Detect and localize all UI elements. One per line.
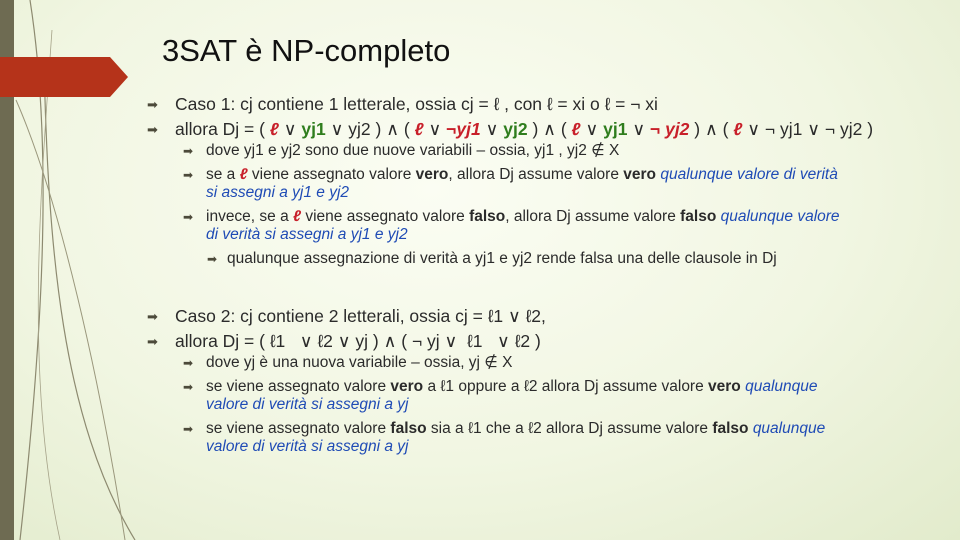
italic-note: valore di verità si assegni a yj [206,396,409,413]
sub-text: viene assegnato valore [301,208,470,225]
arrow-bullet-icon: ➡ [183,380,194,394]
formula-part: ∨ [423,119,447,139]
sub-text: a ℓ1 oppure a ℓ2 allora Dj assume valore [423,378,709,395]
case2-sub3 [147,420,947,456]
arrow-bullet-icon: ➡ [147,97,158,112]
bold-false: falso [469,208,506,225]
arrow-bullet-icon: ➡ [183,168,194,182]
bold-false: falso [680,208,717,225]
case1-formula-line [147,117,947,142]
sub-text: , allora Dj assume valore [505,208,681,225]
formula-part: ) ∧ ( [527,119,572,139]
formula-part: ∨ [278,119,302,139]
literal: ℓ [571,119,581,139]
arrow-bullet-icon: ➡ [147,334,158,349]
bold-true: vero [415,166,449,183]
sub-text: se a [206,166,240,183]
arrow-bullet-icon: ➡ [183,144,194,158]
slide-body [147,92,947,462]
case2-formula-line [147,329,947,354]
sub-text: dove yj1 e yj2 sono due nuove variabili – ossia, yj1 , yj2 ∉ X [206,142,620,159]
sub-text: dove yj è una nuova variabile – ossia, yj ∉ X [206,354,513,371]
formula-part: ∨ yj2 ) ∧ ( [325,119,415,139]
case1-sub3 [147,208,947,244]
formula-part: ∨ [627,119,650,139]
sub-text: , allora Dj assume valore [448,166,624,183]
italic-note: si assegni a yj1 e yj2 [206,184,350,201]
bold-true: vero [708,378,741,395]
slide-title: 3SAT è NP-completo [162,33,451,68]
formula-part: ∨ ¬ yj1 ∨ ¬ yj2 ) [742,119,874,139]
title-accent-tab [0,57,128,97]
italic-note: qualunque [745,378,818,395]
sub-text: qualunque assegnazione di verità a yj1 e yj2 rende falsa una delle clausole in Dj [227,250,777,267]
formula-part: allora Dj = ( ℓ1 ∨ ℓ2 ∨ yj ) ∧ ( ¬ yj ∨ ℓ1 ∨ ℓ2 ) [175,331,541,351]
literal: ℓ [293,208,302,225]
arrow-bullet-icon: ➡ [147,122,158,137]
italic-note: di verità si assegni a yj1 e yj2 [206,226,408,243]
formula-part: ∨ [480,119,504,139]
arrow-bullet-icon: ➡ [207,252,218,266]
bold-false: falso [390,420,427,437]
literal: ℓ [733,119,743,139]
sub-text: se viene assegnato valore [206,420,391,437]
sub-text: invece, se a [206,208,294,225]
formula-part: allora Dj = ( [175,119,270,139]
sub-text: se viene assegnato valore [206,378,391,395]
arrow-bullet-icon: ➡ [183,210,194,224]
case2-sub2 [147,378,947,414]
literal: ℓ [269,119,279,139]
italic-note: qualunque valore [720,208,840,225]
formula-part: ∨ [580,119,604,139]
decorative-lines [0,0,140,540]
literal: ℓ [239,166,248,183]
new-variable: yj2 [503,119,528,139]
italic-note: qualunque [752,420,826,437]
case1-sub3-detail [147,250,947,268]
new-variable: yj1 [603,119,628,139]
case1-sub1 [147,142,947,160]
bold-true: vero [390,378,424,395]
negated-variable: ¬yj1 [446,119,481,139]
sub-text: sia a ℓ1 che a ℓ2 allora Dj assume valore [426,420,713,437]
bold-true: vero [623,166,657,183]
new-variable: yj1 [301,119,326,139]
formula-part: ) ∧ ( [689,119,734,139]
bold-false: falso [712,420,749,437]
italic-note: valore di verità si assegni a yj [206,438,409,455]
case1-line [147,92,947,117]
sub-text: viene assegnato valore [247,166,416,183]
case1-text: Caso 1: cj contiene 1 letterale, ossia cj = ℓ , con ℓ = xi o ℓ = ¬ xi [175,94,658,114]
case2-line [147,304,947,329]
arrow-bullet-icon: ➡ [147,309,158,324]
case2-text: Caso 2: cj contiene 2 letterali, ossia cj = ℓ1 ∨ ℓ2, [175,306,546,326]
case1-sub2 [147,166,947,202]
negated-variable: ¬ yj2 [650,119,690,139]
literal: ℓ [414,119,424,139]
italic-note: qualunque valore di verità [660,166,838,183]
case2-sub1 [147,354,947,372]
arrow-bullet-icon: ➡ [183,356,194,370]
arrow-bullet-icon: ➡ [183,422,194,436]
